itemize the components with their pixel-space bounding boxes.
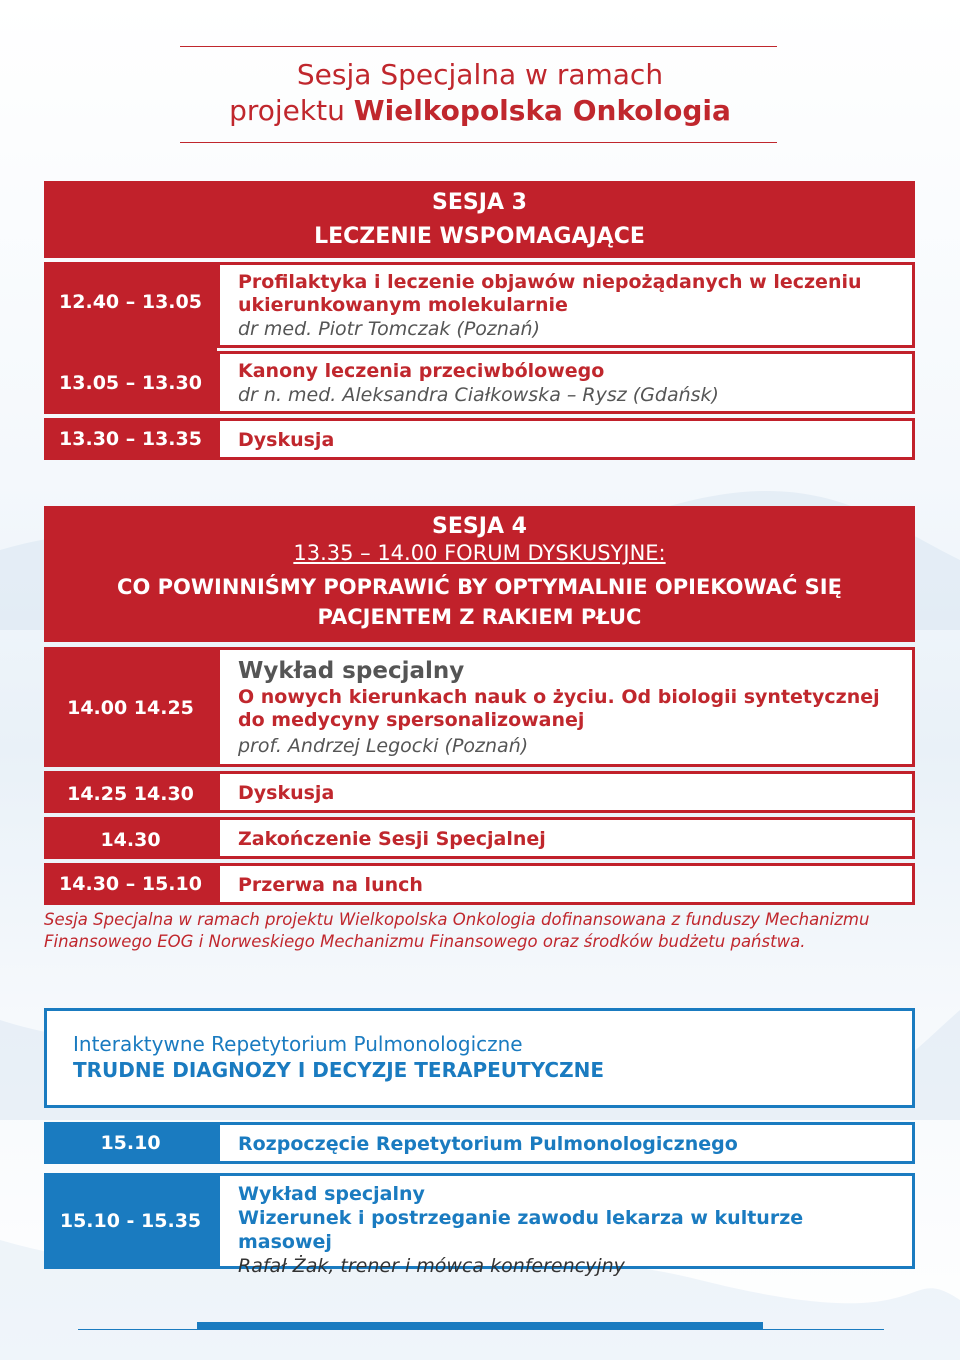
talk-title: Profilaktyka i leczenie objawów niepożądanych w leczeniu ukierunkowanym molekularnie [238,271,862,316]
talk-title: Zakończenie Sesji Specjalnej [238,828,546,850]
agenda-item [217,351,915,414]
agenda-item [217,771,915,813]
session3-subtitle: LECZENIE WSPOMAGAJĄCE [314,224,645,249]
time-slot: 13.05 – 13.30 [59,372,202,394]
time-slot: 12.40 – 13.05 [59,291,202,313]
session4-topic-line2: PACJENTEM Z RAKIEM PŁUC [317,605,642,629]
header-rule-top [180,46,777,47]
session4-header [44,506,915,642]
agenda-item [217,817,915,859]
session3-header [44,181,915,258]
header-line1: Sesja Specjalna w ramach [296,58,664,91]
agenda-item [217,262,915,348]
time-slot: 14.30 – 15.10 [59,873,202,895]
talk-title: Przerwa na lunch [238,874,423,896]
talk-title: Kanony leczenia przeciwbólowego [238,360,605,382]
session4-topic-line1: CO POWINNIŚMY POPRAWIĆ BY OPTYMALNIE OPIEKOWAĆ SIĘ [117,575,842,599]
agenda-item [217,647,915,767]
talk-title: Rozpoczęcie Repetytorium Pulmonologicznego [238,1133,738,1155]
speaker: dr n. med. Aleksandra Ciałkowska – Rysz (Gdańsk) [238,384,719,406]
repetytorium-header [44,1008,915,1108]
talk-title: O nowych kierunkach nauk o życiu. Od biologii syntetycznej do medycyny spersonalizowanej [238,686,880,731]
session3-title: SESJA 3 [432,190,527,215]
repetytorium-title: TRUDNE DIAGNOZY I DECYZJE TERAPEUTYCZNE [73,1058,605,1082]
repetytorium-subtitle: Interaktywne Repetytorium Pulmonologiczne [73,1032,523,1056]
session4-title: SESJA 4 [432,514,527,539]
speaker: dr med. Piotr Tomczak (Poznań) [238,318,541,340]
header-line2: projektu Wielkopolska Onkologia [229,94,731,127]
time-slot: 14.00 14.25 [67,697,194,719]
time-slot: 14.25 14.30 [67,783,194,805]
footer-bar [197,1322,763,1330]
agenda-item [217,418,915,460]
agenda-item [217,1173,915,1277]
talk-title: Dyskusja [238,429,335,451]
session4-forum: 13.35 – 14.00 FORUM DYSKUSYJNE: [293,541,666,565]
header-rule-bottom [180,142,777,143]
talk-title: Wizerunek i postrzeganie zawodu lekarza w kulturze masowej [238,1207,804,1253]
lecture-kind: Wykład specjalny [238,1183,425,1205]
agenda-item [217,1122,915,1164]
lecture-kind: Wykład specjalny [238,658,465,684]
funding-note: Sesja Specjalna w ramach projektu Wielkopolska Onkologia dofinansowana z funduszy Mechanizmu Finansowego EOG i Norweskiego Mechanizmu Finansowego oraz środków budżetu państwa. [44,910,870,951]
speaker: prof. Andrzej Legocki (Poznań) [238,735,529,757]
time-slot: 15.10 - 15.35 [44,1173,217,1269]
talk-title: Dyskusja [238,782,335,804]
time-slot: 13.30 – 13.35 [59,428,202,450]
time-slot: 14.30 [100,829,161,851]
time-slot: 15.10 [44,1122,217,1164]
speaker: Rafał Żak, trener i mówca konferencyjny [238,1255,625,1277]
agenda-item [217,863,915,905]
